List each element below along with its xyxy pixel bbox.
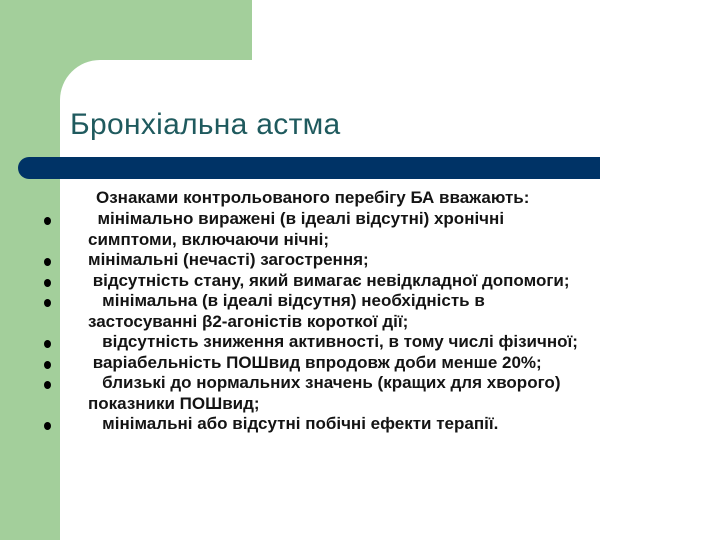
slide-intro: Ознаками контрольованого перебігу БА вважають: — [96, 188, 530, 207]
bullet-dot-icon — [44, 258, 51, 266]
list-item — [0, 271, 578, 292]
list-item-text: близькі до нормальних значень (кращих для хворого) показники ПОШвид; — [88, 373, 561, 413]
bullet-dot-icon — [44, 299, 51, 307]
list-item — [0, 332, 578, 353]
list-item — [0, 373, 578, 414]
bullet-dot-icon — [44, 217, 51, 225]
list-item-text: мінімальна (в ідеалі відсутня) необхідність в застосуванні β2-агоністів короткої дії; — [88, 291, 485, 331]
list-item — [0, 353, 578, 374]
list-item-text: мінімальні або відсутні побічні ефекти терапії. — [88, 414, 499, 433]
bullet-dot-icon — [44, 279, 51, 287]
list-item-text: мінімальні (нечасті) загострення; — [88, 250, 369, 269]
list-item — [0, 291, 578, 332]
list-item — [0, 250, 578, 271]
slide-title: Бронхіальна астма — [70, 108, 341, 141]
list-item-text: варіабельність ПОШвид впродовж доби менше 20%; — [88, 352, 542, 372]
list-item — [0, 209, 578, 250]
bullet-dot-icon — [44, 422, 51, 430]
bullet-dot-icon — [44, 361, 51, 369]
list-item-text: мінімально виражені (в ідеалі відсутні) хронічні симптоми, включаючи нічні; — [88, 209, 505, 249]
list-item-text: відсутність зниження активності, в тому числі фізичної; — [88, 332, 578, 351]
title-underline-bar — [18, 157, 600, 179]
bullet-dot-icon — [44, 340, 51, 348]
list-item-text: відсутність стану, який вимагає невідкладної допомоги; — [88, 270, 570, 290]
bullet-dot-icon — [44, 381, 51, 389]
bullet-list — [0, 209, 578, 435]
list-item — [0, 414, 578, 435]
